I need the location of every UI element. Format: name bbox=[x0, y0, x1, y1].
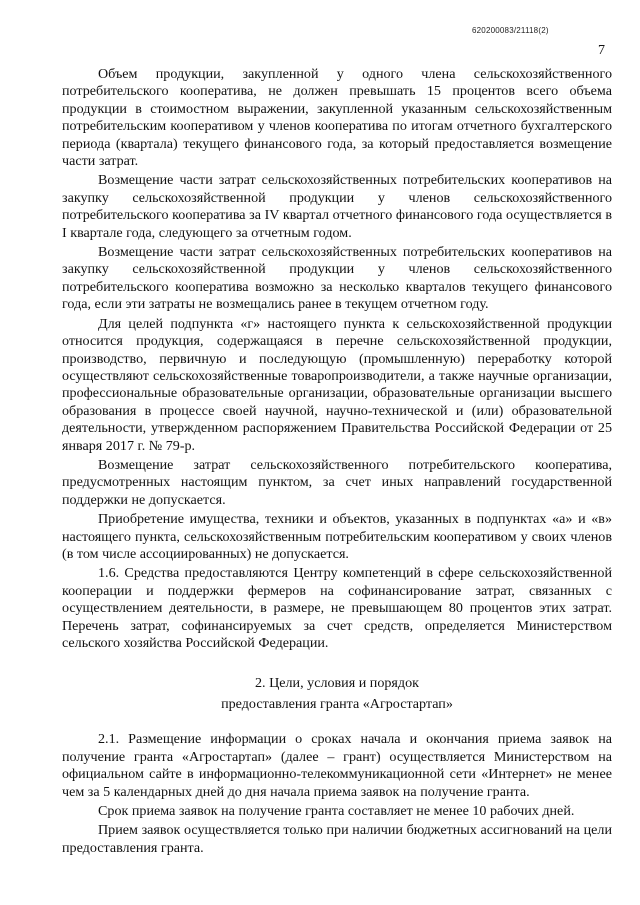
paragraph: Объем продукции, закупленной у одного члена сельскохозяйственного потребительского кооператива, не должен превышать 15 процентов всего объема продукции в стоимостном выражении, закупленной указанным сельскохозяйственным потребительским кооперативом у членов кооператива по итогам отчетного бухгалтерского периода (квартала) текущего финансового года, за который предоставляется возмещение части затрат. bbox=[62, 66, 612, 170]
paragraph: Прием заявок осуществляется только при наличии бюджетных ассигнований на цели предоставления гранта. bbox=[62, 822, 612, 856]
paragraph: 1.6. Средства предоставляются Центру компетенций в сфере сельскохозяйственной кооперации и поддержки фермеров на софинансирование затрат, связанных с осуществлением деятельности, в размере, не превышающем 80 процентов этих затрат. Перечень затрат, софинансируемых за счет средств, определяется Министерством сельского хозяйства Российской Федерации. bbox=[62, 565, 612, 651]
paragraph: Возмещение части затрат сельскохозяйственных потребительских кооперативов на закупку сельскохозяйственной продукции у членов сельскохозяйственного потребительского кооператива возможно за несколько кварталов текущего финансового года, если эти затраты не возмещались ранее в текущем отчетном году. bbox=[62, 244, 612, 313]
document-body bbox=[62, 66, 612, 857]
document-code: 620200083/21118(2) bbox=[472, 26, 549, 35]
paragraph: Для целей подпункта «г» настоящего пункта к сельскохозяйственной продукции относится продукция, содержащаяся в перечне сельскохозяйственной продукции, производство, первичную и последующую (промышленную) переработку которой осуществляют сельскохозяйственные товаропроизводители, а также научные организации, профессиональные образовательные организации, образовательные организации высшего образования в процессе своей научной, научно-технической и (или) образовательной деятельности, утвержденном распоряжением Правительства Российской Федерации от 25 января 2017 г. № 79-р. bbox=[62, 315, 612, 454]
paragraph: Срок приема заявок на получение гранта составляет не менее 10 рабочих дней. bbox=[98, 803, 575, 820]
paragraph: Возмещение затрат сельскохозяйственного потребительского кооператива, предусмотренных настоящим пунктом, за счет иных направлений государственной поддержки не допускается. bbox=[62, 456, 612, 508]
page-number: 7 bbox=[598, 43, 605, 58]
paragraph: 2.1. Размещение информации о сроках начала и окончания приема заявок на получение гранта «Агростартап» (далее – грант) осуществляется Министерством на официальном сайте в информационно-телекоммуникационной сети «Интернет» не менее чем за 5 календарных дней до дня начала приема заявок на получение гранта. bbox=[62, 731, 612, 800]
section-body bbox=[62, 731, 612, 857]
section-heading bbox=[62, 673, 612, 715]
paragraph: Возмещение части затрат сельскохозяйственных потребительских кооперативов на закупку сельскохозяйственной продукции у членов сельскохозяйственного потребительского кооператива за IV квартал отчетного финансового года осуществляется в I квартале года, следующего за отчетным годом. bbox=[62, 172, 612, 241]
section-heading-line: 2. Цели, условия и порядок bbox=[255, 675, 419, 692]
section-heading-line: предоставления гранта «Агростартап» bbox=[221, 696, 453, 713]
paragraph: Приобретение имущества, техники и объектов, указанных в подпунктах «а» и «в» настоящего пункта, сельскохозяйственным потребительским кооперативом у своих членов (в том числе ассоциированных) не допускается. bbox=[62, 511, 612, 562]
